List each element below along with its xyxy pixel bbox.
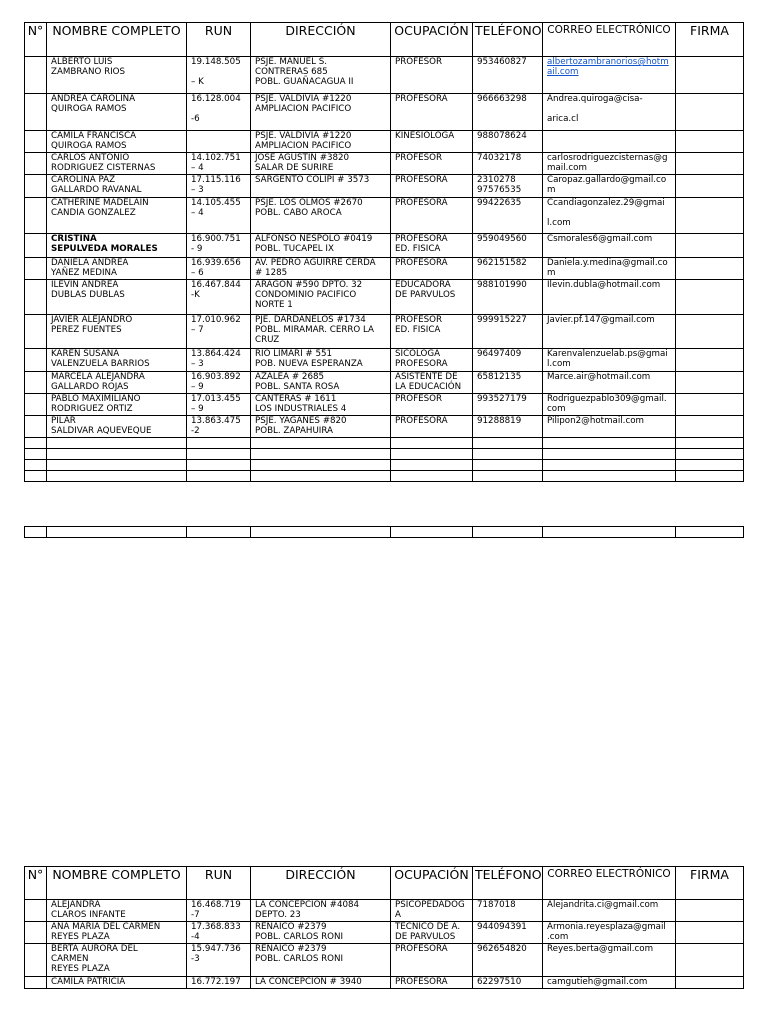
cell-correo: Rodriguezpablo309@gmail.com [543,394,676,416]
cell-ocupacion: PROFESOR [391,57,473,94]
header-ocupacion: OCUPACIÓN [391,867,473,900]
table-row [25,198,744,234]
cell-run: 15.947.736 -3 [187,944,251,977]
header-numero: N° [25,867,47,900]
cell-nombre: MARCELA ALEJANDRA GALLARDO ROJAS [47,372,187,394]
empty-row [25,449,744,460]
row-number [25,198,47,234]
cell-nombre: CARLOS ANTONIO RODRIGUEZ CISTERNAS [47,153,187,175]
cell-direccion: ALFONSO NESPOLO #0419 POBL. TUCAPEL IX [251,234,391,258]
header-correo: CORREO ELECTRÓNICO [543,23,676,57]
cell-ocupacion: PROFESORA [391,258,473,280]
header-nombre: NOMBRE COMPLETO [47,23,187,57]
cell-telefono: 91288819 [473,416,543,438]
row-number [25,416,47,438]
cell-telefono: 988101990 [473,280,543,315]
row-number [25,900,47,922]
cell-nombre: ANDREA CAROLINA QUIROGA RAMOS [47,94,187,131]
cell-run: 16.468.719 -7 [187,900,251,922]
cell-telefono: 988078624 [473,131,543,153]
row-number [25,977,47,989]
table-row [25,131,744,153]
table-row [25,175,744,198]
cell-telefono: 993527179 [473,394,543,416]
row-number [25,153,47,175]
cell-ocupacion: PSICOPEDADOG A [391,900,473,922]
table-row [25,416,744,438]
cell-run: 17.013.455 – 9 [187,394,251,416]
cell-direccion: JOSE AGUSTIN #3820 SALAR DE SURIRE [251,153,391,175]
cell-correo: Pilipon2@hotmail.com [543,416,676,438]
cell-direccion: AV. PEDRO AGUIRRE CERDA # 1285 [251,258,391,280]
table-row [25,280,744,315]
cell-telefono: 966663298 [473,94,543,131]
row-number [25,944,47,977]
cell-direccion: RENAICO #2379 POBL. CARLOS RONI [251,922,391,944]
cell-telefono: 99422635 [473,198,543,234]
cell-run: 17.368.833 -4 [187,922,251,944]
cell-firma [676,258,744,280]
table-row [25,394,744,416]
cell-telefono: 944094391 [473,922,543,944]
cell-run: 16.772.197 [187,977,251,989]
cell-nombre: JAVIER ALEJANDRO PEREZ FUENTES [47,315,187,349]
cell-telefono: 96497409 [473,349,543,372]
header-run: RUN [187,23,251,57]
cell-firma [676,922,744,944]
header-correo: CORREO ELECTRÓNICO [543,867,676,900]
header-ocupacion: OCUPACIÓN [391,23,473,57]
cell-nombre: PABLO MAXIMILIANO RODRIGUEZ ORTIZ [47,394,187,416]
cell-telefono: 999915227 [473,315,543,349]
table-row [25,372,744,394]
cell-nombre: PILAR SALDIVAR AQUEVEQUE [47,416,187,438]
cell-run: 16.903.892 – 9 [187,372,251,394]
cell-nombre: CAMILA FRANCISCA QUIROGA RAMOS [47,131,187,153]
header-telefono: TELÉFONO [473,23,543,57]
cell-telefono: 2310278 97576535 [473,175,543,198]
empty-row [25,460,744,471]
cell-firma [676,131,744,153]
table-row [25,349,744,372]
table-row [25,315,744,349]
cell-ocupacion: PROFESORA [391,175,473,198]
cell-run: 17.115.116 – 3 [187,175,251,198]
cell-correo: Csmorales6@gmail.com [543,234,676,258]
row-number [25,175,47,198]
cell-ocupacion: KINESIÓLOGA [391,131,473,153]
row-number [25,922,47,944]
cell-ocupacion: PROFESORA [391,977,473,989]
cell-ocupacion: PROFESOR [391,394,473,416]
cell-firma [676,57,744,94]
cell-nombre: CRISTINA SEPULVEDA MORALES [47,234,187,258]
cell-telefono: 962654820 [473,944,543,977]
cell-direccion: CANTERAS # 1611 LOS INDUSTRIALES 4 [251,394,391,416]
cell-correo: Karenvalenzuelab.ps@gmail.com [543,349,676,372]
row-number [25,131,47,153]
registro-table-1 [24,22,744,482]
header-row [25,23,744,57]
cell-telefono: 62297510 [473,977,543,989]
header-run: RUN [187,867,251,900]
table-row [25,977,744,989]
cell-direccion: RIO LIMARI # 551 POB. NUEVA ESPERANZA [251,349,391,372]
header-firma: FIRMA [676,867,744,900]
cell-ocupacion: EDUCADORA DE PARVULOS [391,280,473,315]
cell-ocupacion: PROFESORA [391,944,473,977]
cell-run: 13.864.424 – 3 [187,349,251,372]
row-number [25,372,47,394]
cell-run [187,131,251,153]
cell-firma [676,416,744,438]
cell-ocupacion: PROFESORA [391,198,473,234]
header-row [25,867,744,900]
row-number [25,94,47,131]
table-row [25,944,744,977]
header-firma: FIRMA [676,23,744,57]
table-row [25,234,744,258]
empty-row [25,527,744,538]
cell-correo: camgutieh@gmail.com [543,977,676,989]
cell-correo: Daniela.y.medina@gmail.com [543,258,676,280]
registro-table-2 [24,866,744,989]
cell-run: 19.148.505 – K [187,57,251,94]
cell-firma [676,198,744,234]
table-row [25,57,744,94]
cell-correo: Reyes.berta@gmail.com [543,944,676,977]
cell-nombre: CAMILA PATRICIA [47,977,187,989]
cell-ocupacion: PROFESOR [391,153,473,175]
cell-telefono: 959049560 [473,234,543,258]
row-number [25,315,47,349]
cell-correo: Caropaz.gallardo@gmail.com [543,175,676,198]
cell-ocupacion: PROFESORA [391,94,473,131]
cell-run: 13.863.475 -2 [187,416,251,438]
row-number [25,57,47,94]
cell-correo: carlosrodriguezcisternas@gmail.com [543,153,676,175]
cell-direccion: LA CONCEPCIÓN # 3940 [251,977,391,989]
cell-telefono: 74032178 [473,153,543,175]
cell-nombre: BERTA AURORA DEL CARMEN REYES PLAZA [47,944,187,977]
table-row [25,94,744,131]
empty-row [25,438,744,449]
cell-direccion: RENAICO #2379 POBL. CARLOS RONI [251,944,391,977]
row-number [25,349,47,372]
cell-nombre: CAROLINA PAZ GALLARDO RAVANAL [47,175,187,198]
cell-correo: Marce.air@hotmail.com [543,372,676,394]
cell-firma [676,280,744,315]
header-direccion: DIRECCIÓN [251,23,391,57]
cell-direccion: SARGENTO COLIPI # 3573 [251,175,391,198]
cell-nombre: ANA MARIA DEL CARMEN REYES PLAZA [47,922,187,944]
cell-direccion: AZALEA # 2685 POBL. SANTA ROSA [251,372,391,394]
cell-ocupacion: TECNICO DE A. DE PARVULOS [391,922,473,944]
cell-nombre: KAREN SUSANA VALENZUELA BARRIOS [47,349,187,372]
header-nombre: NOMBRE COMPLETO [47,867,187,900]
cell-ocupacion: PROFESOR ED. FISICA [391,315,473,349]
row-number [25,234,47,258]
cell-correo [543,131,676,153]
cell-firma [676,94,744,131]
cell-telefono: 962151582 [473,258,543,280]
cell-ocupacion: SICOLOGA PROFESORA [391,349,473,372]
cell-direccion: PSJE. YAGANES #820 POBL. ZAPAHUIRA [251,416,391,438]
table-row [25,153,744,175]
cell-firma [676,315,744,349]
cell-firma [676,944,744,977]
cell-nombre: ALBERTO LUIS ZAMBRANO RIOS [47,57,187,94]
cell-direccion: PSJE. LOS OLMOS #2670 POBL. CABO AROCA [251,198,391,234]
cell-run: 14.105.455 – 4 [187,198,251,234]
cell-firma [676,234,744,258]
cell-firma [676,349,744,372]
cell-run: 16.128.004 -6 [187,94,251,131]
cell-telefono: 65812135 [473,372,543,394]
empty-table-row [24,526,744,538]
cell-ocupacion: PROFESORA [391,416,473,438]
cell-correo: Javier.pf.147@gmail.com [543,315,676,349]
cell-nombre: DANIELA ANDREA YAÑEZ MEDINA [47,258,187,280]
cell-direccion: PJE. DARDANELOS #1734 POBL. MIRAMAR. CERRO LA CRUZ [251,315,391,349]
row-number [25,394,47,416]
header-numero: N° [25,23,47,57]
table-row [25,922,744,944]
cell-correo: Armonia.reyesplaza@gmail .com [543,922,676,944]
header-telefono: TELÉFONO [473,867,543,900]
cell-run: 16.467.844 -K [187,280,251,315]
cell-firma [676,977,744,989]
cell-run: 16.939.656 – 6 [187,258,251,280]
email-link[interactable]: albertozambranorios@hotmail.com [547,57,669,78]
cell-nombre: ILEVIN ANDREA DUBLAS DUBLAS [47,280,187,315]
cell-run: 17.010.962 – 7 [187,315,251,349]
cell-correo: Ilevin.dubla@hotmail.com [543,280,676,315]
cell-direccion: PSJE. MANUEL S. CONTRERAS 685 POBL. GUAÑACAGUA II [251,57,391,94]
cell-firma [676,153,744,175]
cell-direccion: PSJE. VALDIVIA #1220 AMPLIACION PACIFICO [251,94,391,131]
cell-correo: Alejandrita.ci@gmail.com [543,900,676,922]
cell-ocupacion: ASISTENTE DE LA EDUCACIÓN [391,372,473,394]
empty-row [25,471,744,482]
cell-correo: Ccandiagonzalez.29@gmai l.com [543,198,676,234]
row-number [25,258,47,280]
cell-firma [676,372,744,394]
cell-direccion: LA CONCEPCIÓN #4084 DEPTO. 23 [251,900,391,922]
cell-firma [676,175,744,198]
cell-run: 16.900.751 - 9 [187,234,251,258]
table-row [25,258,744,280]
cell-ocupacion: PROFESORA ED. FISICA [391,234,473,258]
cell-telefono: 953460827 [473,57,543,94]
header-direccion: DIRECCIÓN [251,867,391,900]
cell-nombre: ALEJANDRA CLAROS INFANTE [47,900,187,922]
cell-run: 14.102.751 – 4 [187,153,251,175]
cell-direccion: ARAGÓN #590 DPTO. 32 CONDOMINIO PACIFICO NORTE 1 [251,280,391,315]
cell-telefono: 7187018 [473,900,543,922]
cell-correo[interactable] [543,57,676,94]
cell-firma [676,900,744,922]
cell-correo: Andrea.quiroga@cisa- arica.cl [543,94,676,131]
row-number [25,280,47,315]
table-row [25,900,744,922]
cell-direccion: PSJE. VALDIVIA #1220 AMPLIACION PACIFICO [251,131,391,153]
cell-firma [676,394,744,416]
cell-nombre: CATHERINE MADELAIN CANDIA GONZALEZ [47,198,187,234]
